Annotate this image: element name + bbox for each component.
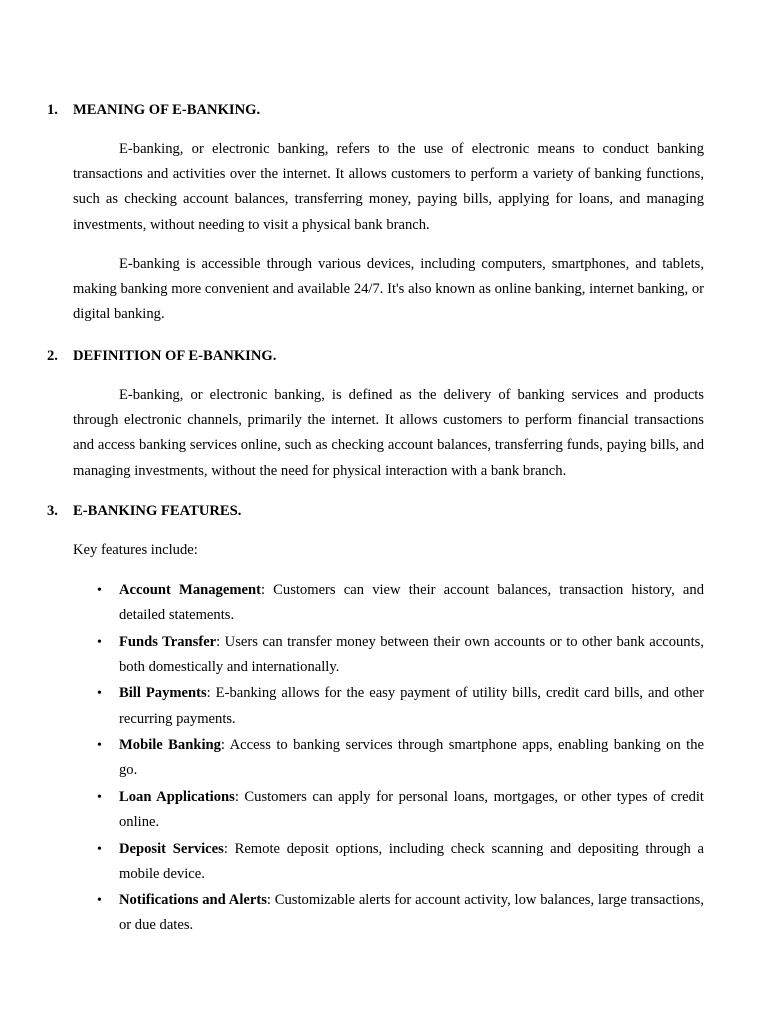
bullet-icon: • [97, 738, 102, 754]
section-2-paragraph-1: E-banking, or electronic banking, is defined as the delivery of banking services and products through electronic channels, primarily the internet. It allows customers to perform financial transactions and access banking services online, such as checking account balances, transferring funds, paying bills, and managing investments, without the need for physical interaction with a bank branch. [73, 387, 704, 479]
list-item [97, 733, 704, 783]
feature-term: Deposit Services [119, 840, 224, 857]
feature-term: Notifications and Alerts [119, 892, 267, 909]
section-3-title: E-BANKING FEATURES. [73, 503, 242, 519]
features-list [0, 578, 768, 940]
feature-term: Mobile Banking [119, 737, 221, 754]
section-1-number: 1. [47, 102, 58, 118]
feature-term: Bill Payments [119, 685, 207, 702]
feature-description: : Customizable alerts for account activity, low balances, large transactions, or due dates. [119, 892, 704, 934]
feature-description: : E-banking allows for the easy payment of utility bills, credit card bills, and other recurring payments. [119, 685, 704, 727]
section-1-paragraph-1: E-banking, or electronic banking, refers to the use of electronic means to conduct banking transactions and activities over the internet. It allows customers to perform a variety of banking functions, such as checking account balances, transferring money, paying bills, applying for loans, and managing investments, without needing to visit a physical bank branch. [73, 141, 704, 233]
list-item [97, 681, 704, 731]
section-2-number: 2. [47, 348, 58, 364]
feature-term: Funds Transfer [119, 633, 217, 650]
list-item [97, 630, 704, 680]
section-1-title: MEANING OF E-BANKING. [73, 102, 261, 118]
section-1-heading [47, 100, 707, 120]
list-item [97, 578, 704, 628]
section-3-intro: Key features include: [73, 542, 198, 558]
feature-term: Account Management [119, 582, 261, 598]
feature-term: Loan Applications [119, 788, 235, 805]
bullet-icon: • [97, 686, 102, 702]
section-3-number: 3. [47, 503, 58, 519]
list-item [97, 785, 704, 835]
bullet-icon: • [97, 634, 102, 650]
list-item [97, 888, 704, 938]
section-2-title: DEFINITION OF E-BANKING. [73, 348, 277, 364]
bullet-icon: • [97, 841, 102, 857]
section-1-paragraph-2: E-banking is accessible through various devices, including computers, smartphones, and tablets, making banking more convenient and available 24/7. It's also known as online banking, internet banking, or digital banking. [73, 256, 704, 323]
bullet-icon: • [97, 893, 102, 909]
section-2-heading [47, 346, 707, 366]
feature-description: : Remote deposit options, including check scanning and depositing through a mobile device. [119, 840, 705, 882]
feature-description: : Access to banking services through smartphone apps, enabling banking on the go. [119, 737, 704, 779]
list-item [97, 837, 705, 887]
feature-description: : Users can transfer money between their own accounts or to other bank accounts, both domestically and internationally. [119, 633, 704, 675]
bullet-icon: • [97, 583, 102, 598]
feature-description: : Customers can view their account balances, transaction history, and detailed statements. [119, 582, 704, 624]
section-3-heading [47, 501, 707, 521]
feature-description: : Customers can apply for personal loans, mortgages, or other types of credit online. [119, 788, 704, 831]
bullet-icon: • [97, 789, 102, 805]
